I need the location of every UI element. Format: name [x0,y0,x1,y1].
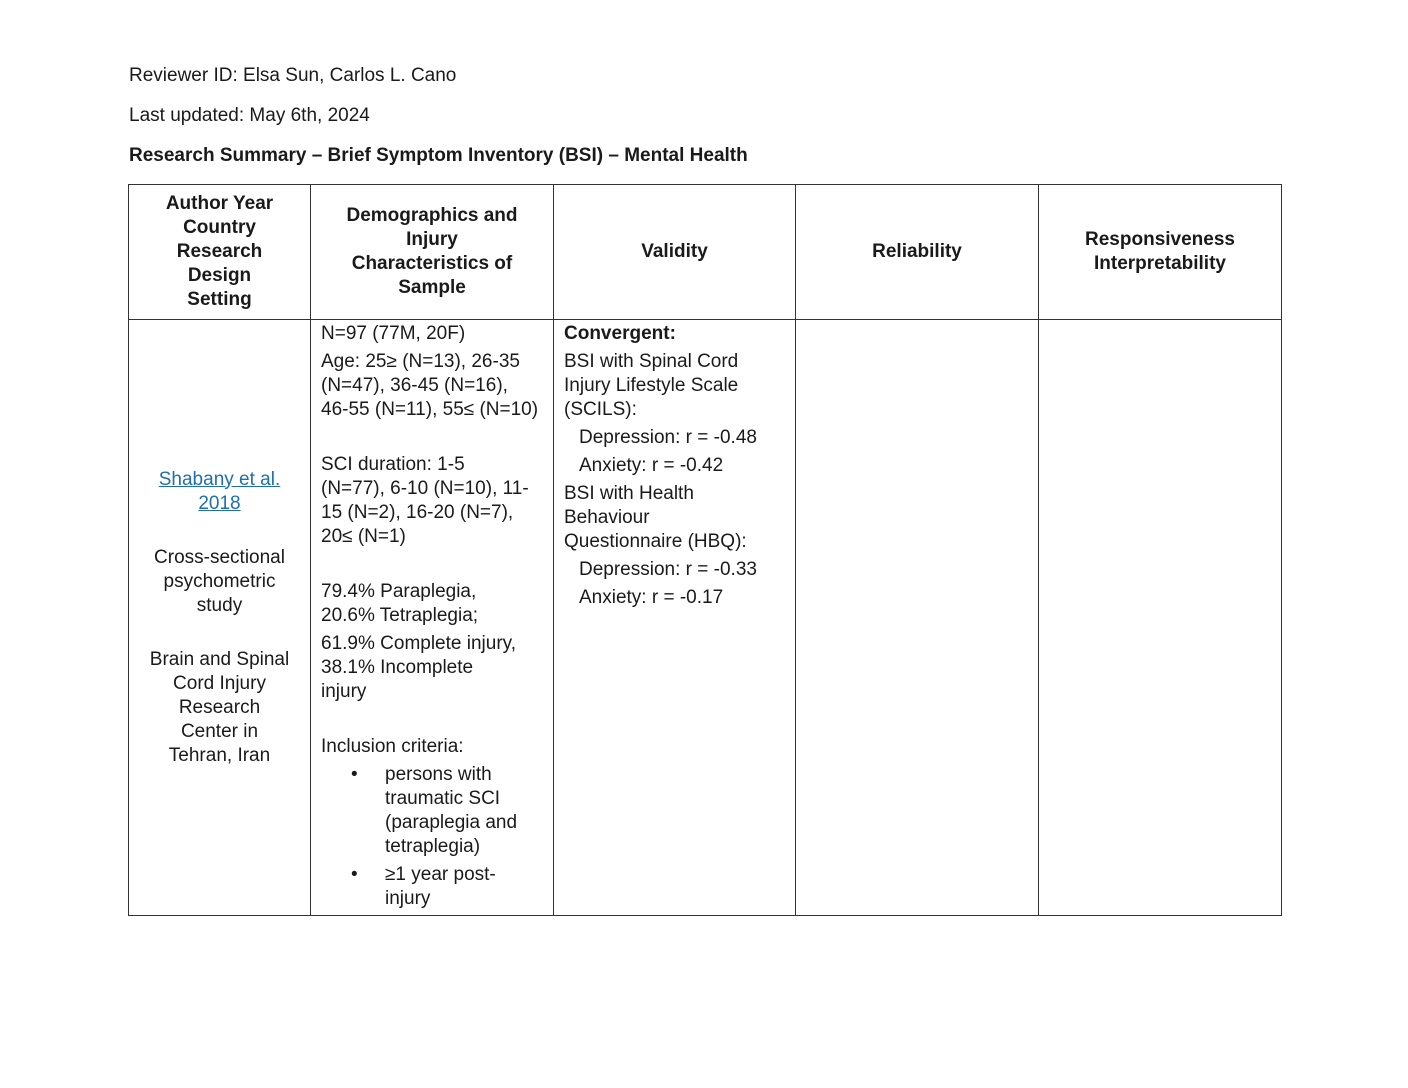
header-demographics-line: Demographics and [346,205,518,226]
scils-label-line: Injury Lifestyle Scale [564,375,739,396]
hbq-label-line: Behaviour [564,507,650,528]
list-item-line: injury [385,888,431,909]
header-study-line: Author Year [165,193,274,214]
reviewer-id: Reviewer ID: Elsa Sun, Carlos L. Cano [129,65,457,86]
header-responsiveness-line: Interpretability [1094,253,1226,274]
header-demographics-line: Characteristics of [351,253,513,274]
list-item [321,863,543,911]
completeness-line: injury [321,681,367,702]
header-study-line: Setting [187,289,252,310]
scils-anxiety: Anxiety: r = -0.42 [579,455,724,476]
header-reliability: Reliability [796,185,1039,320]
setting-line: Brain and Spinal [149,648,290,670]
completeness-line: 38.1% Incomplete [321,657,474,678]
header-study-line: Country [183,217,256,238]
header-validity: Validity [554,185,796,320]
reliability-cell [796,320,1039,916]
scils-label-line: BSI with Spinal Cord [564,351,739,372]
list-item-line: (paraplegia and [385,812,518,833]
citation-line: 2018 [198,492,241,514]
design-line: Cross-sectional [154,546,285,568]
header-study-line: Design [187,265,252,286]
completeness-line: 61.9% Complete injury, [321,633,517,654]
table-row [129,320,1282,916]
list-item-line: • persons with [385,764,492,785]
validity-heading: Convergent: [564,323,676,344]
citation-line: Shabany et al. [158,468,281,490]
header-responsiveness-line: Responsiveness [1085,229,1235,250]
last-updated: Last updated: May 6th, 2024 [129,105,370,126]
header-demographics-line: Sample [398,277,466,298]
age-line: Age: 25≥ (N=13), 26-35 [321,351,520,372]
design-line: psychometric [163,570,276,592]
header-responsiveness [1039,185,1282,320]
setting-line: Research [178,696,261,718]
setting-line: Cord Injury [173,672,266,694]
hbq-label-line: Questionnaire (HBQ): [564,531,747,552]
injury-level-line: 20.6% Tetraplegia; [321,605,479,626]
setting-line: Center in [180,720,259,742]
duration-line: (N=77), 6-10 (N=10), 11- [321,478,529,499]
hbq-anxiety: Anxiety: r = -0.17 [579,587,724,608]
demographics-cell [311,320,554,916]
scils-label-line: (SCILS): [564,399,637,420]
sample-size: N=97 (77M, 20F) [321,323,466,344]
injury-level-line: 79.4% Paraplegia, [321,581,477,602]
validity-cell [554,320,796,916]
research-summary-table [128,184,1282,916]
list-item [321,763,543,859]
hbq-depression: Depression: r = -0.33 [579,559,757,580]
duration-line: SCI duration: 1-5 [321,454,465,475]
age-line: (N=47), 36-45 (N=16), [321,375,508,396]
duration-line: 20≤ (N=1) [321,526,406,547]
hbq-label-line: BSI with Health [564,483,694,504]
list-item-line: tetraplegia) [385,836,481,857]
table-header-row [129,185,1282,320]
header-study [129,185,311,320]
responsiveness-cell [1039,320,1282,916]
citation-link[interactable] [159,469,280,514]
setting-line: Tehran, Iran [168,744,271,766]
duration-line: 15 (N=2), 16-20 (N=7), [321,502,514,523]
page-title: Research Summary – Brief Symptom Inventory (BSI) – Mental Health [129,145,748,166]
list-item-line: • ≥1 year post- [385,864,496,885]
inclusion-criteria-list [321,763,543,911]
study-cell [129,320,311,916]
header-demographics [311,185,554,320]
inclusion-criteria-label: Inclusion criteria: [321,736,464,757]
list-item-line: traumatic SCI [385,788,501,809]
scils-depression: Depression: r = -0.48 [579,427,757,448]
header-study-line: Research [176,241,263,262]
design-line: study [196,594,243,616]
age-line: 46-55 (N=11), 55≤ (N=10) [321,399,539,420]
header-demographics-line: Injury [406,229,458,250]
